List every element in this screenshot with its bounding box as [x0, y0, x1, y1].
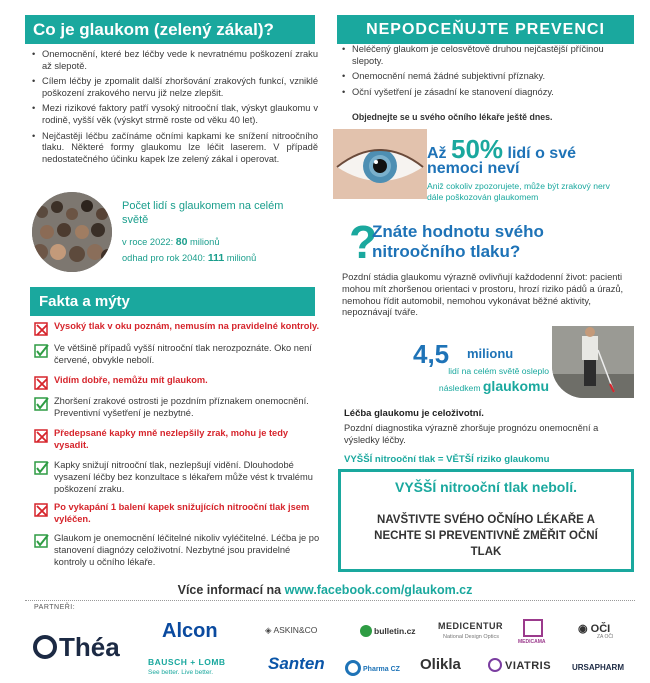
medicentur-tagline: National Design Optics — [443, 634, 499, 640]
pharma-logo — [345, 660, 400, 676]
fact-text: Zhoršení zrakové ostrosti je pozdním příznakem onemocnění. Preventivní vyšetření je nezbytné. — [54, 396, 309, 418]
prevention-list — [342, 44, 634, 102]
world-glaucoma-count-title: Počet lidí s glaukomem na celém světě — [122, 200, 284, 226]
count-2022-value: 80 — [175, 236, 188, 248]
green-check-icon — [34, 460, 49, 475]
olikla-logo: Olikla — [420, 656, 461, 673]
percent-suffix: lidí o své — [507, 145, 576, 162]
count-2040 — [122, 252, 256, 264]
more-info-prefix: Více informací na — [177, 583, 282, 597]
blind-person-photo — [552, 326, 634, 398]
thea-ring-icon — [33, 635, 57, 659]
percent-value: 50% — [451, 134, 504, 164]
count-2022-unit: milionů — [190, 237, 220, 247]
blind-count-sub2 — [411, 378, 549, 394]
percent-subtext: Aniž cokoliv zpozorujete, může být zrakový nerv dále poškozován glaukomem — [427, 181, 610, 202]
count-2040-unit: milionů — [226, 253, 257, 263]
myth-text: Předepsané kapky mně nezlepšily zrak, mohu je tedy vysadit. — [54, 428, 289, 450]
thea-text: Théa — [59, 632, 120, 662]
bulletin-logo — [360, 625, 416, 637]
oci-eye-icon: ◉ — [578, 623, 591, 635]
divider — [25, 600, 635, 601]
facebook-link[interactable]: www.facebook.com/glaukom.cz — [284, 583, 473, 597]
lifelong-text: Pozdní diagnostika výrazně zhoršuje prognózu onemocnění a výsledky léčby. — [344, 423, 599, 445]
pharma-ring-icon — [345, 660, 361, 676]
lifelong-heading: Léčba glaukomu je celoživotní. — [344, 408, 484, 419]
askin-mark-icon: ◈ — [265, 625, 274, 635]
blind-count-sub1: lidí na celém světě osleplo — [448, 366, 549, 376]
list-item: • Neléčený glaukom je celosvětově druhou nejčastější příčinou slepoty. — [342, 44, 634, 67]
eye-photo — [333, 129, 427, 199]
list-item: • Cílem léčby je zpomalit další zhoršování zrakových funkcí, vzniklé poškození zrakového nervu již nelze zlepšit. — [32, 76, 318, 99]
list-item: • Mezi rizikové faktory patří vysoký nitrooční tlak, výskyt glaukomu v rodině, vyšší věk (výskyt strmě roste od věku 40 let). — [32, 103, 318, 126]
myth-item — [34, 428, 322, 452]
section-header-facts-myths: Fakta a mýty — [30, 287, 315, 316]
list-item: • Onemocnění nemá žádné subjektivní příznaky. — [342, 71, 634, 83]
section-header-prevention: NEPODCEŇUJTE PREVENCI — [337, 15, 634, 44]
oci-text: OČI — [590, 623, 611, 635]
percent-prefix: Až — [427, 145, 447, 162]
fact-item — [34, 396, 322, 420]
count-2040-label: odhad pro rok 2040: — [122, 253, 206, 263]
oci-subtext: ZA OČI — [597, 634, 614, 640]
thea-logo — [33, 632, 120, 663]
more-info-line — [0, 583, 650, 597]
fact-text: Kapky snižují nitrooční tlak, nezlepšují vidění. Dlouhodobé vysazení léčby bez konzultace s lékařem může vést k trvalému poškození zraku. — [54, 460, 313, 494]
percent-headline-line2: nemoci neví — [427, 160, 520, 177]
pharma-text: Pharma CZ — [363, 666, 400, 673]
bulletin-dot-icon — [360, 625, 372, 637]
red-x-checkbox-icon — [34, 375, 49, 390]
red-x-checkbox-icon — [34, 321, 49, 336]
viatris-text: VIATRIS — [505, 660, 552, 672]
iop-question-title: Znáte hodnotu svého nitroočního tlaku? — [372, 222, 544, 261]
askin-text: ASKIN&CO — [273, 625, 318, 635]
ursapharm-logo: URSAPHARM — [572, 663, 624, 672]
blind-count-unit: milionu — [467, 346, 514, 361]
medicentur-logo: MEDICENTUR — [438, 621, 503, 631]
cta-body: NAVŠTIVTE SVÉHO OČNÍHO LÉKAŘE A NECHTE SI PREVENTIVNĚ ZMĚŘIT OČNÍ TLAK — [374, 514, 598, 558]
myth-text: Vidím dobře, nemůžu mít glaukom. — [54, 375, 208, 385]
askin-logo — [265, 625, 317, 636]
fact-item — [34, 533, 322, 568]
red-x-checkbox-icon — [34, 428, 49, 443]
blind-count-sub2-word: glaukomu — [482, 378, 549, 394]
green-check-icon — [34, 396, 49, 411]
appointment-note: Objednejte se u svého očního lékaře ještě dnes. — [352, 112, 553, 122]
medicama-logo-icon — [523, 619, 543, 637]
crowd-photo — [32, 192, 112, 272]
cta-box — [338, 469, 634, 572]
what-is-glaucoma-list — [32, 49, 318, 169]
myth-text: Vysoký tlak v oku poznám, nemusím na pravidelné kontroly. — [54, 321, 320, 331]
bausch-lomb-tagline: See better. Live better. — [148, 669, 214, 676]
count-2040-value: 111 — [207, 252, 225, 264]
green-check-icon — [34, 533, 49, 548]
section-header-what-is-glaucoma: Co je glaukom (zelený zákal)? — [25, 15, 315, 44]
list-item: • Oční vyšetření je zásadní ke stanovení diagnózy. — [342, 87, 634, 99]
iop-question-text: Pozdní stádia glaukomu výrazně ovlivňují každodenní život: pacienti mohou mít zhoršenou orientaci v prostoru, hrozí riziko pádů a úrazů, nemohou řídit automobil, nemohou vykonávat běžné aktivity, nepoznávají tváře. — [342, 272, 624, 318]
myth-text: Po vykapání 1 balení kapek snižujících nitrooční tlak jsem vyléčen. — [54, 502, 310, 524]
cta-heading: VYŠŠÍ nitrooční tlak nebolí. — [394, 479, 578, 495]
viatris-ring-icon — [488, 658, 502, 672]
fact-item — [34, 460, 322, 495]
fact-item — [34, 343, 322, 367]
viatris-logo — [488, 658, 551, 672]
alcon-logo: Alcon — [162, 620, 218, 642]
myth-item — [34, 375, 322, 387]
bausch-lomb-logo: BAUSCH + LOMB — [148, 657, 226, 667]
santen-logo: Santen — [268, 654, 325, 673]
partners-label: PARTNEŘI: — [34, 604, 76, 611]
fact-text: Ve většině případů vyšší nitrooční tlak nerozpoznáte. Oko není červené, obvykle nebolí. — [54, 343, 312, 365]
blind-count-value: 4,5 — [413, 339, 450, 369]
myth-item — [34, 321, 322, 333]
myth-item — [34, 502, 322, 526]
blind-count-sub2-prefix: následkem — [438, 383, 481, 393]
bulletin-text: bulletin.cz — [374, 626, 416, 636]
list-item: • Nejčastěji léčbu začínáme očními kapkami ke snížení nitroočního tlaku. Některé formy glaukomu lze léčit laserem. V případě nedostatečného účinku kapek lze zelený zákal i operovat. — [32, 131, 318, 166]
higher-risk-line: VYŠŠÍ nitrooční tlak = VĚTŠÍ riziko glaukomu — [344, 454, 550, 465]
red-x-checkbox-icon — [34, 502, 49, 517]
question-mark-icon: ? — [349, 216, 378, 268]
fact-text: Glaukom je onemocnění léčitelné nikoliv vyléčitelné. Léčba je po stanovení diagnózy celoživotní. Nezbytné jsou pravidelné kontroly u očního lékaře. — [54, 533, 320, 567]
count-2022 — [122, 236, 220, 248]
list-item: • Onemocnění, které bez léčby vede k nevratnému poškození zraku až slepotě. — [32, 49, 318, 72]
green-check-icon — [34, 343, 49, 358]
count-2022-label: v roce 2022: — [122, 237, 174, 247]
medicama-text: MEDICAMA — [518, 639, 546, 645]
